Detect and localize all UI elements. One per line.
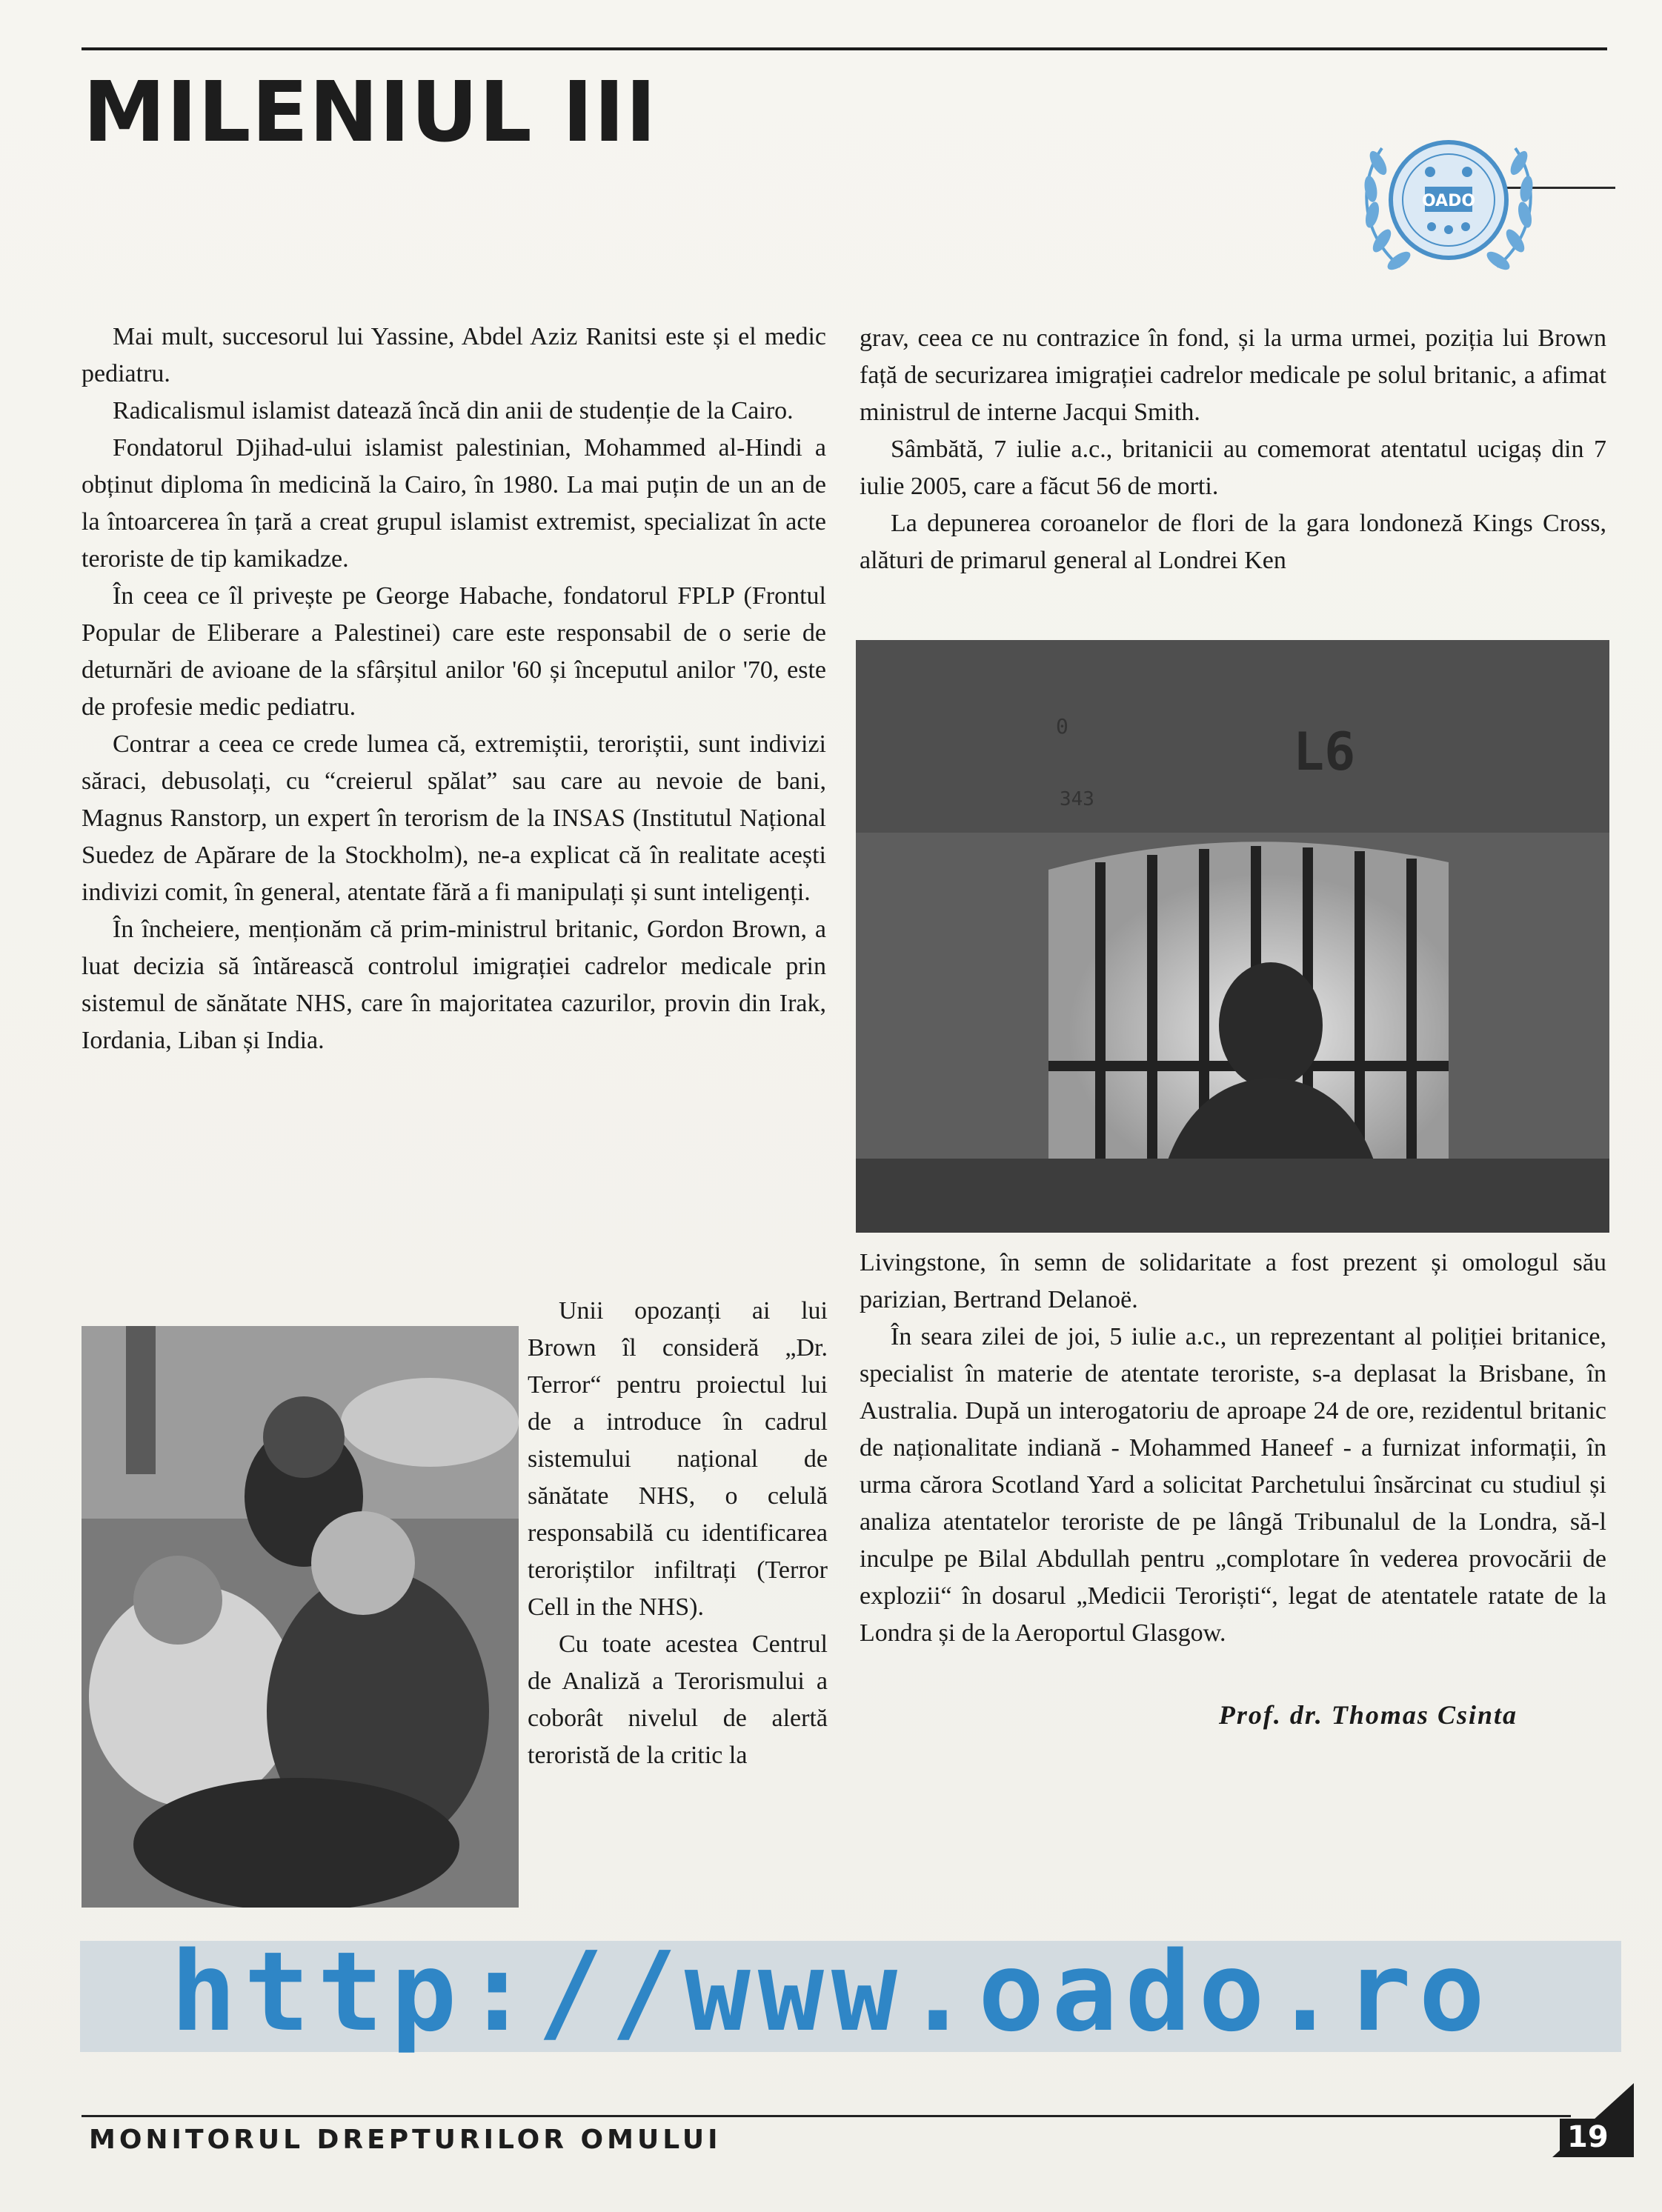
top-rule <box>82 47 1607 50</box>
paragraph: În încheiere, menționăm că prim-ministrul britanic, Gordon Brown, a luat decizia să întărească controlul imigrației cadrelor medicale prin sistemul de sănătate NHS, care în majoritatea cazurilor, provin din Irak, Iordania, Liban și India. <box>82 916 826 1054</box>
right-column-bottom <box>860 1245 1606 1733</box>
publication-footer: MONITORUL DREPTURILOR OMULUI <box>89 2125 722 2155</box>
right-column-top <box>860 320 1606 579</box>
narrow-column <box>528 1293 828 1774</box>
photo-people-helping-injured-icon <box>82 1326 519 1908</box>
masthead-title: MILENIUL III <box>83 64 657 161</box>
paragraph: Cu toate acestea Centrul de Analiză a Terorismului a coborât nivelul de alertă teroristă de la critic la <box>528 1630 828 1769</box>
paragraph: Mai mult, succesorul lui Yassine, Abdel Aziz Ranitsi este și el medic pediatru. <box>82 323 826 387</box>
prison-bars-image-icon <box>856 640 1609 1233</box>
cell-label: L6 <box>1293 722 1356 782</box>
paragraph: Radicalismul islamist datează încă din anii de studenție de la Cairo. <box>113 397 794 424</box>
oado-logo-icon <box>1349 104 1549 304</box>
bottom-rule <box>82 2115 1571 2117</box>
prison-cell-photo <box>856 640 1609 1233</box>
website-url-link[interactable]: http://www.oado.ro <box>170 1928 1492 2056</box>
paragraph: La depunerea coroanelor de flori de la gara londoneză Kings Cross, alături de primarul general al Londrei Ken <box>860 510 1606 574</box>
paragraph: În seara zilei de joi, 5 iulie a.c., un reprezentant al poliției britanice, specialist în materie de atentate teroriste, s-a deplasat la Brisbane, în Australia. După un interogatoriu de aproape 24 de ore, rezidentul britanic de naționalitate indiană - Mohammed Haneef - a furnizat informații, în urma cărora Scotland Yard a solicitat Parchetului însărcinat cu studiul și analiza atentatelor teroriste de pe lângă Tribunalul de la Londra, să-l inculpe pe Bilal Abdullah pentru „complotare în vederea provocării de explozii“ în dosarul „Medicii Teroriști“, legat de atentatele ratate de la Londra și de la Aeroportul Glasgow. <box>860 1323 1606 1647</box>
paragraph: Fondatorul Djihad-ului islamist palestinian, Mohammed al-Hindi a obținut diploma în medicină la Cairo, în 1980. La mai puțin de un an de la întoarcerea în țară a creat grupul islamist extremist, specializat în acte teroriste de tip kamikadze. <box>82 434 826 573</box>
paragraph: grav, ceea ce nu contrazice în fond, și la urma urmei, poziția lui Brown față de securizarea imigrației cadrelor medicale pe solul britanic, a afimat ministrul de interne Jacqui Smith. <box>860 324 1606 426</box>
svg-text:OADO: OADO <box>1421 192 1476 210</box>
cell-number: 0 <box>1056 714 1068 739</box>
paragraph: Unii opozanți ai lui Brown îl consideră „Dr. Terror“ pentru proiectul lui de a introduce în cadrul sistemului național de sănătate NHS, o celulă responsabilă cu identificarea teroriștilor infiltrați (Terror Cell in the NHS). <box>528 1297 828 1621</box>
author-signature: Prof. dr. Thomas Csinta <box>1218 1700 1518 1730</box>
cell-number: 343 <box>1060 788 1094 810</box>
paragraph: În ceea ce îl privește pe George Habache, fondatorul FPLP (Frontul Popular de Eliberare a Palestinei) care este responsabil de o serie de deturnări de avioane de la sfârșitul anilor '60 și începutul anilor '70, este de profesie medic pediatru. <box>82 582 826 721</box>
paragraph: Livingstone, în semn de solidaritate a fost prezent și omologul său parizian, Bertrand Delanoë. <box>860 1249 1606 1313</box>
paragraph: Sâmbătă, 7 iulie a.c., britanicii au comemorat atentatul ucigaș din 7 iulie 2005, care a făcut 56 de morti. <box>860 436 1606 500</box>
rescue-scene-photo <box>82 1326 519 1908</box>
page-number: 19 <box>1567 2120 1609 2154</box>
left-column <box>82 319 826 1059</box>
paragraph: Contrar a ceea ce crede lumea că, extremiștii, teroriștii, sunt indivizi săraci, debusolați, cu “creierul spălat” sau care au nevoie de bani, Magnus Ranstorp, un expert în terorism de la INSAS (Institutul Național Suedez de Apărare de la Stockholm), ne-a explicat că în realitate acești indivizi comit, în general, atentate fără a fi manipulați și sunt inteligenți. <box>82 730 826 906</box>
